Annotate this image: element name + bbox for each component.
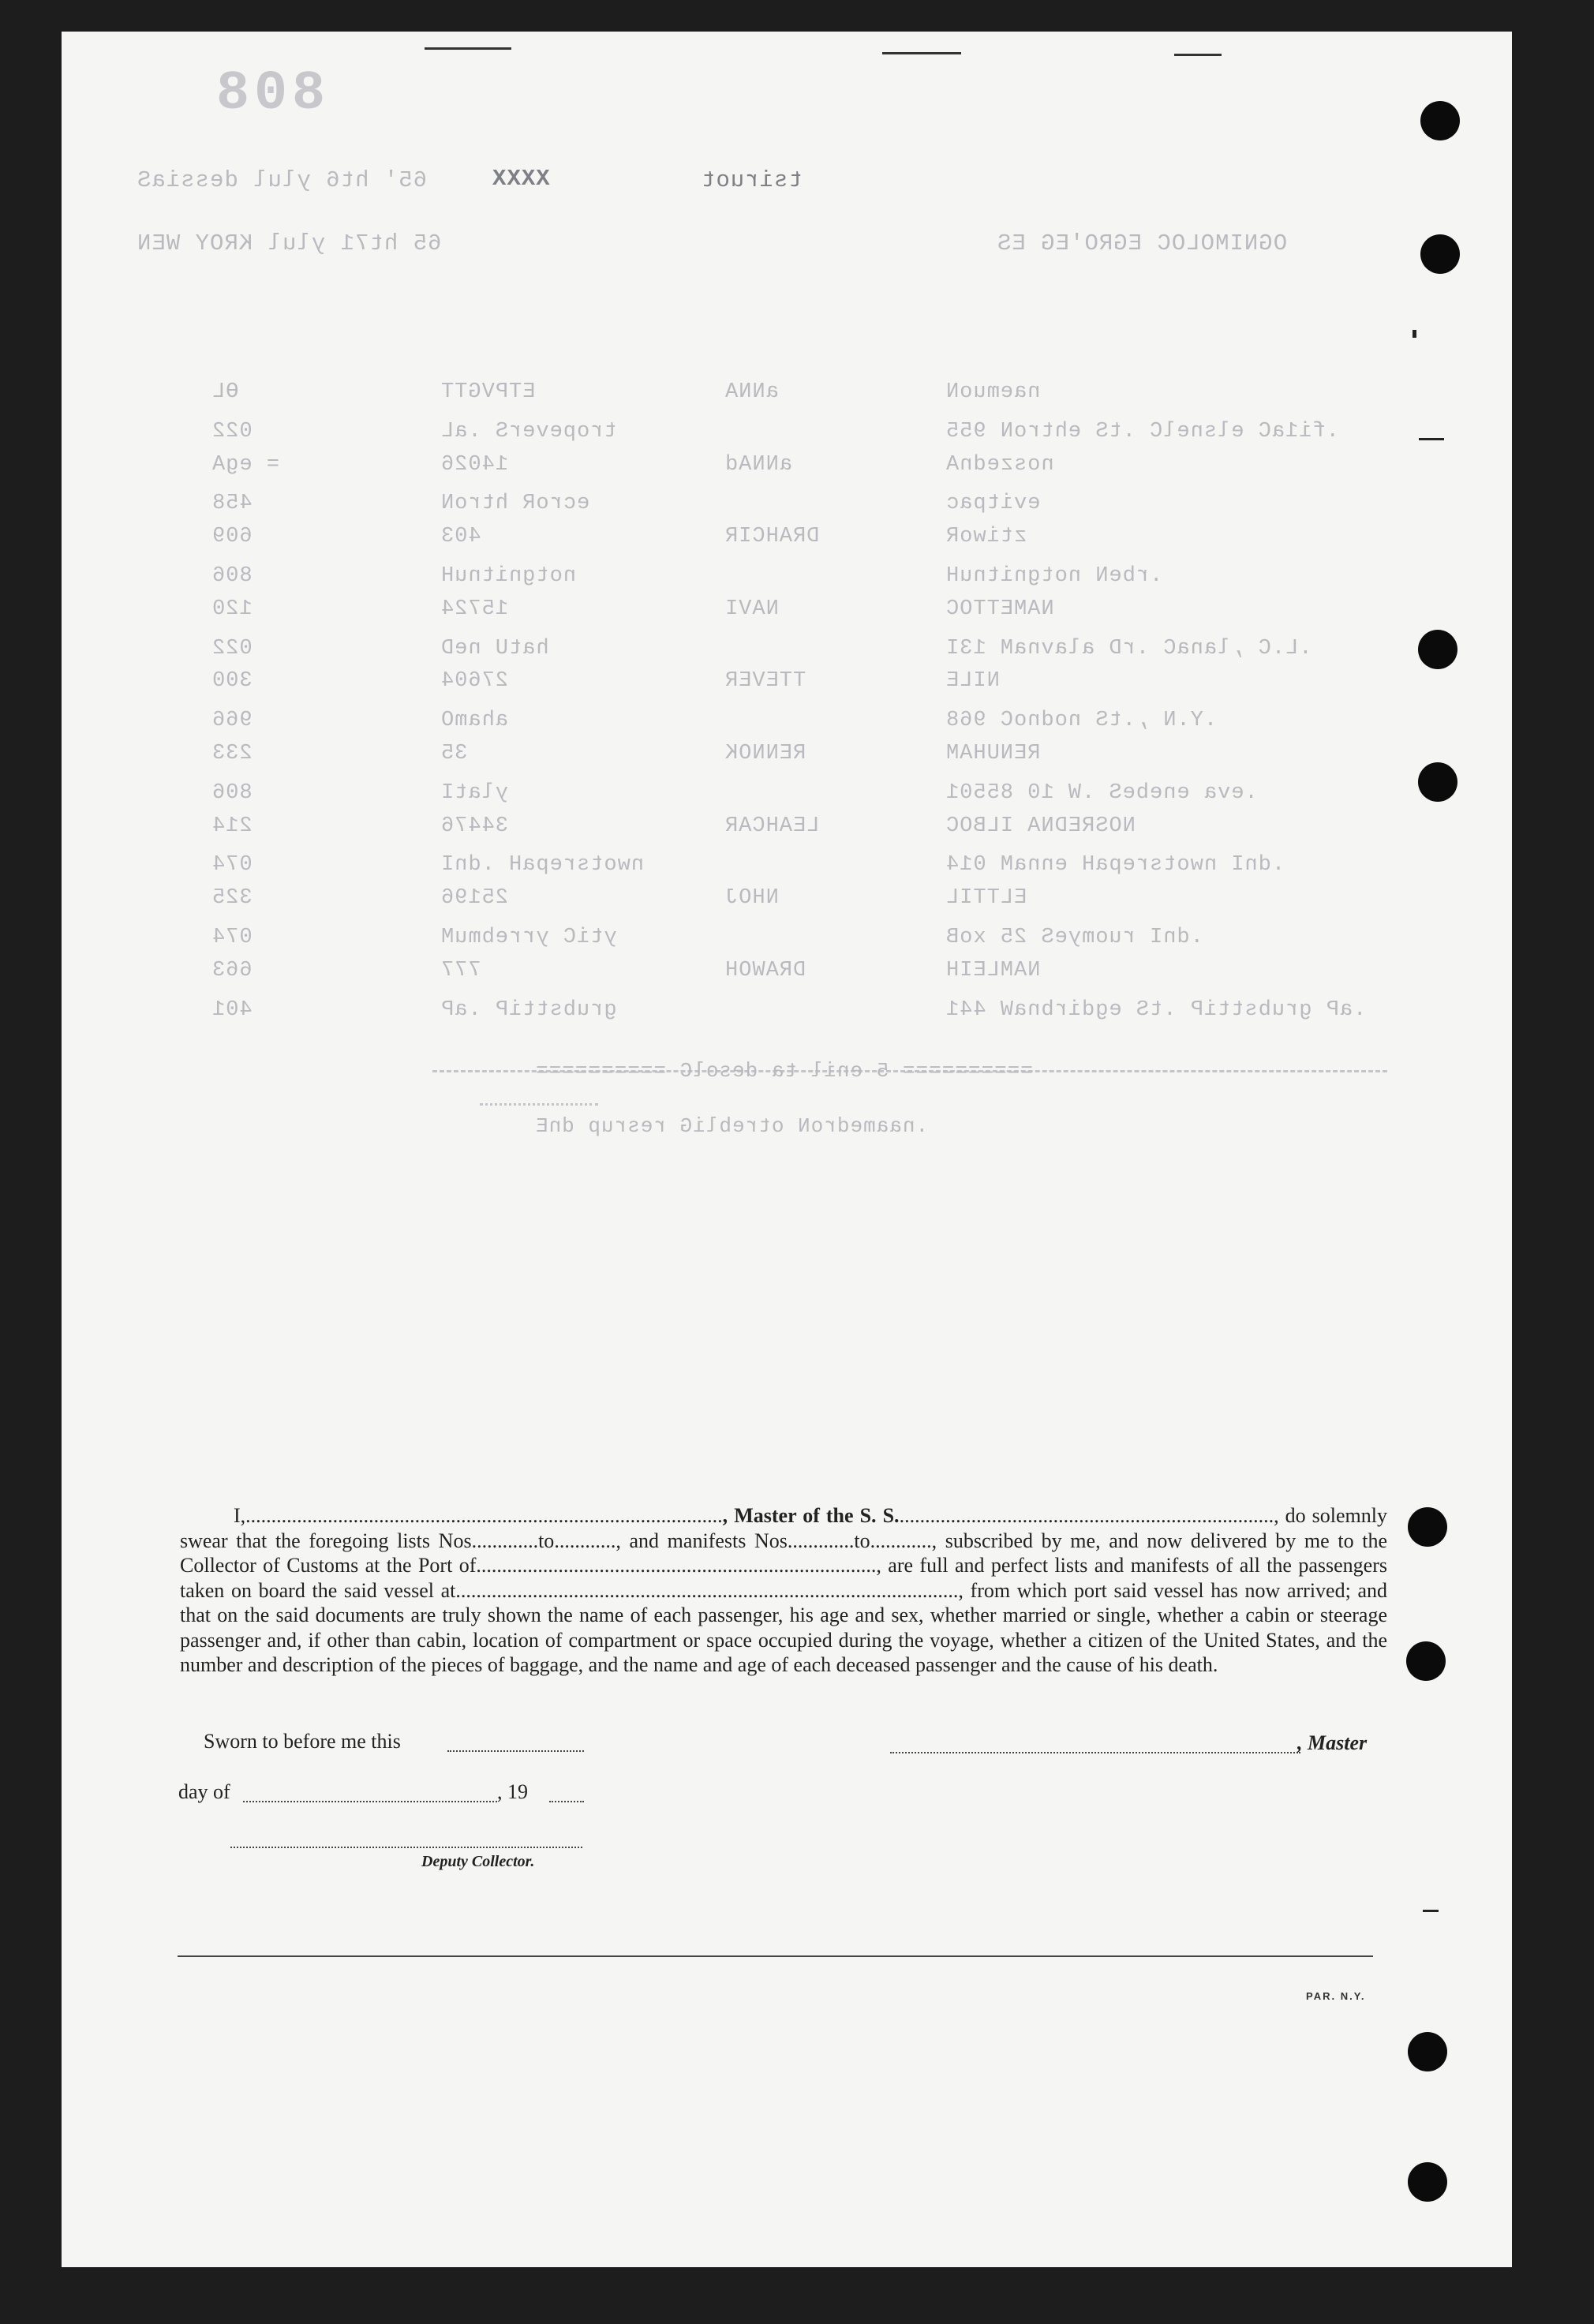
ghost-cell-b: DRAHCIR [724,525,820,549]
ghost-cell-d: 214 [211,814,253,838]
ghost-cell-a: .Y.N ,.tS nodnoC 968 [945,709,1218,733]
ghost-cell-d: 120 [211,597,253,621]
ghost-cell-a: evitpac [945,492,1041,516]
master-name-blank: ............................................................................................. [245,1504,723,1527]
ghost-closed-line: ========== 5 enil ta desolC ========== [535,1059,1033,1083]
ghost-cell-d: 806 [211,564,253,588]
ghost-cell-b: aNNAd [724,452,793,477]
oath-paragraph: I,............................................................................................., Master of the S. S.........................................................................., do solemnly swear that the foregoing lists Nos.............to............, and manifests Nos.............to............, subscribed by me, and now delivered by me to the Collector of Customs at the Port of.............................................................................., are full and perfect lists and manifests of all the passengers taken on board the said vessel at.................................................................................................., from which port said vessel has now arrived; and that on the said documents are truly shown the name of each passenger, his age and sex, whether married or single, whether a cabin or steerage passenger and, if other than cabin, location of compartment or space occupied during the voyage, whether a citizen of the United States, and the number and description of the pieces of baggage, and the name and age of each deceased passenger and the cause of his death. [180,1504,1387,1676]
printer-mark: PAR. N.Y. [1306,1990,1366,2002]
ghost-cell-a: .rbeN notgnitnuH [945,564,1163,588]
ghost-cell-a: .dnI nwotsrepaH ennaM 014 [945,853,1285,878]
ghost-header-sailed: 65' ht6 ylul dessiaS [137,167,428,193]
ghost-header-xxxx: XXXX [492,166,550,192]
ship-name-blank: ......................................................................... [899,1504,1274,1527]
manifest-page [62,32,1512,2267]
ghost-cell-a: NAMETTOC [945,597,1054,621]
bottom-rule [178,1955,1373,1957]
margin-mark [1423,1910,1439,1912]
ghost-cell-b: RENNOK [724,742,806,765]
ghost-cell-c: ytiC yrrebmuM [440,926,617,949]
ghost-stamp: 808 [211,63,326,125]
ghost-cell-c: 25196 [440,886,509,911]
ghost-cell-d: 233 [211,742,253,765]
ghost-cell-c: ecroR htroN [440,492,590,516]
ghost-cell-d: 806 [211,780,253,805]
ghost-cell-d: = egA [211,452,280,477]
ghost-cell-d: 300 [211,669,253,694]
ghost-cell-d: 609 [211,525,253,549]
binder-hole [1418,762,1457,802]
ghost-cell-a: .aP grubsttiP .tS egdirbnaW 441 [945,997,1367,1022]
binder-hole [1408,2032,1447,2071]
ghost-cell-b: TTEVER [724,669,806,694]
binder-hole [1408,1507,1447,1547]
binder-hole [1420,234,1460,274]
ghost-cell-a: ztiwoR [945,525,1027,549]
ghost-cell-d: 966 [211,709,253,733]
ghost-cell-c: grubsttiP .aP [440,997,617,1022]
year-label: , 19 [497,1780,528,1803]
ghost-cell-c: nwotsrepaH .dnI [440,853,645,878]
day-of-blank [243,1801,497,1802]
binder-hole [1418,630,1457,669]
ghost-cell-c: notgnitnuH [440,564,577,588]
master-signature-blank [890,1752,1300,1753]
ghost-cell-a: naemuoN [945,380,1041,404]
ghost-cell-a: .dnI ruomyeS 25 xoB [945,926,1203,949]
ghost-dotted-line [480,1103,598,1106]
ghost-cell-d: 458 [211,492,253,516]
ghost-cell-d: 325 [211,886,253,911]
ghost-purser-line: .naamedroN otrebliG resrup dnE [535,1114,929,1138]
ghost-cell-a: .eva enebeS .W 10 85501 [945,780,1258,805]
binder-hole [1408,2162,1447,2202]
ghost-header-ship: OGNIMOLOC EGRO'EG ES [997,230,1288,256]
margin-mark [1413,330,1416,338]
ghost-cell-c: 14026 [440,452,509,477]
ghost-cell-c: 15724 [440,597,509,621]
sworn-date-blank [447,1750,584,1752]
top-edge-mark [882,52,961,54]
binder-hole [1406,1641,1446,1681]
deputy-collector-label: Deputy Collector. [421,1853,535,1870]
top-edge-mark [1174,54,1222,56]
top-edge-mark [425,47,511,50]
ghost-cell-a: .L.C ,lanaC .rD alavnaM 13I [945,636,1312,661]
ghost-cell-c: tropeverS .aL [440,419,617,443]
ghost-cell-b: NAVI [724,597,779,621]
ghost-cell-c: 777 [440,958,481,982]
sworn-label: Sworn to before me this [204,1730,401,1753]
ghost-cell-d: 022 [211,636,253,661]
ghost-cell-d: 074 [211,853,253,878]
ghost-header-tourist: tsiruot [701,167,803,193]
ghost-cell-c: 35 [440,742,468,765]
binder-hole [1420,101,1460,140]
ghost-cell-c: 27604 [440,669,509,694]
ghost-cell-b: LEAHCAR [724,814,820,838]
ghost-cell-a: RENUHAM [945,742,1041,765]
ghost-cell-b: DRAWOH [724,958,806,982]
ghost-cell-d: 074 [211,926,253,949]
ghost-cell-a: noszednA [945,452,1054,477]
ghost-cell-c: ahamO [440,709,509,733]
ghost-cell-c: 34476 [440,814,509,838]
ghost-cell-a: .fi1aC elsnelC .tS ehtroN 955 [945,419,1339,443]
ghost-cell-d: 022 [211,419,253,443]
ghost-cell-a: NAMLEIH [945,958,1041,982]
ghost-cell-c: ylatI [440,780,509,805]
year-blank [549,1801,584,1802]
ghost-cell-c: hatU neD [440,636,549,661]
ghost-cell-b: NHOJ [724,886,779,911]
master-signature-label: , Master [1297,1731,1368,1754]
ghost-cell-a: NOSREDNA ILBOC [945,814,1136,838]
ghost-cell-d: 663 [211,958,253,982]
ghost-cell-a: ELTTIL [945,886,1027,911]
ghost-cell-d: 401 [211,997,253,1022]
ghost-cell-c: ETPVGTT [440,380,536,404]
day-of-label: day of [178,1780,230,1803]
ghost-cell-b: aNNA [724,380,779,404]
deputy-signature-blank [230,1847,582,1848]
margin-mark [1419,438,1444,440]
ghost-cell-d: ӨL [211,380,239,404]
ghost-cell-c: 403 [440,525,481,549]
ghost-header-date: 65 ht71 ylul KROY WEN [137,230,442,256]
ghost-cell-a: NILE [945,669,1000,694]
